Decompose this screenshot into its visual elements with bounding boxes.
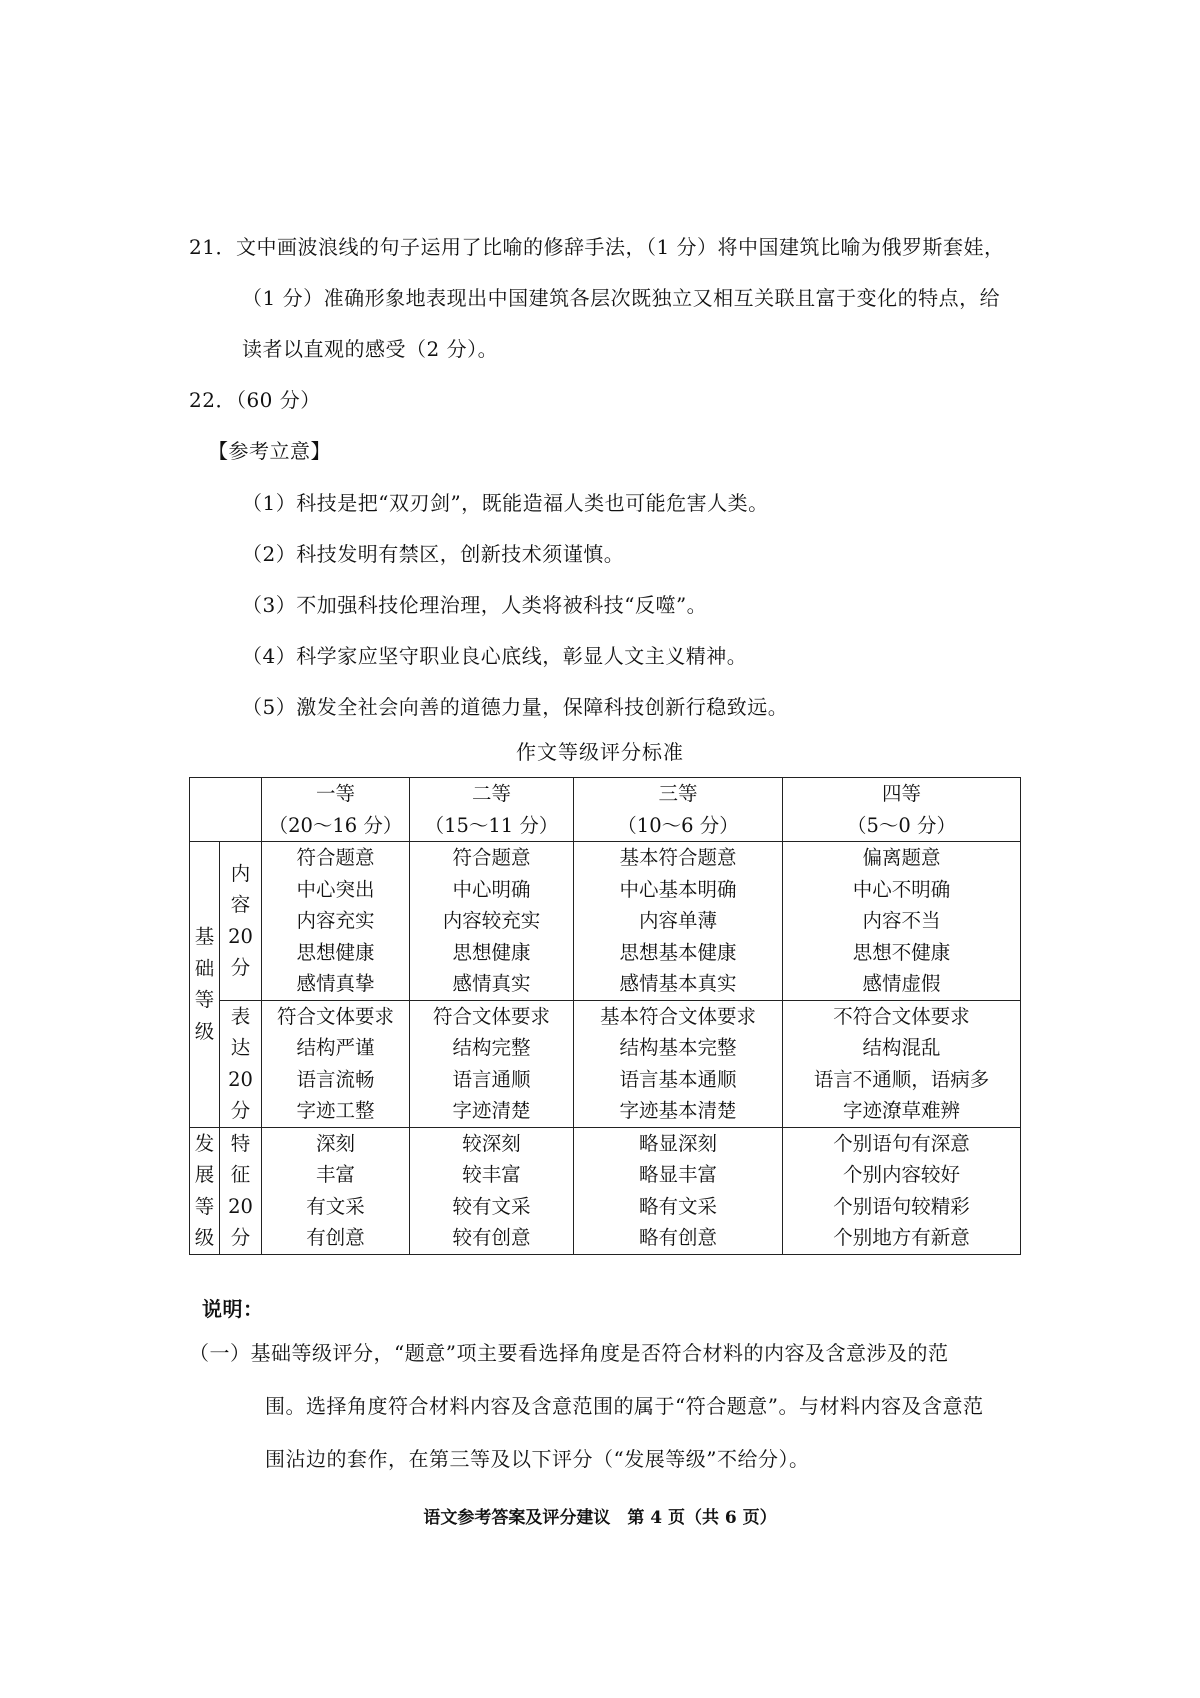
criterion: 偏离题意 xyxy=(862,846,941,869)
criterion: 个别语句较精彩 xyxy=(833,1194,970,1218)
grade-range: （20～16 分） xyxy=(268,813,403,837)
criterion: 感情真实 xyxy=(452,972,531,995)
criterion: 内容单薄 xyxy=(638,909,717,932)
criterion: 符合题意 xyxy=(452,846,531,869)
header-corner-cell xyxy=(190,778,262,842)
content-grade-3 xyxy=(574,842,783,1001)
criterion: 基本符合题意 xyxy=(619,846,737,869)
grade-range: （15～11 分） xyxy=(424,813,559,837)
label-char: 特 xyxy=(230,1131,251,1155)
label-char: 20 xyxy=(228,1194,253,1218)
criterion: 个别内容较好 xyxy=(842,1163,960,1186)
reference-point-5: （5）激发全社会向善的道德力量，保障科技创新行稳致远。 xyxy=(242,695,789,719)
criterion: 略显丰富 xyxy=(638,1163,717,1186)
grade-4-header xyxy=(783,778,1021,842)
grade-name: 四等 xyxy=(881,782,921,805)
content-grade-4 xyxy=(783,842,1021,1001)
criterion: 较有文采 xyxy=(452,1194,531,1218)
grade-name: 一等 xyxy=(315,782,355,805)
grading-table xyxy=(189,777,1021,1255)
criterion: 略有文采 xyxy=(638,1194,717,1218)
development-level-label xyxy=(190,1127,220,1254)
criterion: 语言不通顺，语病多 xyxy=(813,1067,990,1091)
criterion: 内容充实 xyxy=(296,909,375,932)
criterion: 个别地方有新意 xyxy=(833,1226,970,1249)
criterion: 中心突出 xyxy=(296,877,375,901)
criterion: 略显深刻 xyxy=(638,1131,717,1155)
expression-grade-2 xyxy=(410,1000,574,1127)
criterion: 符合文体要求 xyxy=(276,1004,394,1028)
criterion: 字迹潦草难辨 xyxy=(842,1099,960,1122)
grade-name: 三等 xyxy=(658,782,698,805)
criterion: 字迹工整 xyxy=(296,1099,375,1122)
criterion: 语言通顺 xyxy=(452,1067,531,1091)
label-char: 级 xyxy=(194,1019,215,1043)
criterion: 较深刻 xyxy=(462,1131,521,1155)
note-1-line-2: 围。选择角度符合材料内容及含意范围的属于“符合题意”。与材料内容及含意范 xyxy=(265,1394,984,1418)
expression-grade-4 xyxy=(783,1000,1021,1127)
grade-range: （5～0 分） xyxy=(846,813,956,837)
grade-3-header xyxy=(574,778,783,842)
label-char: 基 xyxy=(194,925,215,949)
label-char: 等 xyxy=(194,988,215,1012)
content-label xyxy=(220,842,262,1001)
criterion: 语言基本通顺 xyxy=(619,1067,737,1091)
criterion: 略有创意 xyxy=(638,1226,717,1249)
expression-row xyxy=(190,1000,1021,1127)
criterion: 感情虚假 xyxy=(862,972,941,995)
q22-heading: 22．（60 分） xyxy=(189,388,321,412)
criterion: 丰富 xyxy=(315,1163,355,1186)
label-char: 20 xyxy=(228,924,253,948)
label-char: 表 xyxy=(230,1004,251,1028)
q21-line-1: 21．文中画波浪线的句子运用了比喻的修辞手法，（1 分）将中国建筑比喻为俄罗斯套娃， xyxy=(189,235,1005,259)
grade-name: 二等 xyxy=(471,782,511,805)
basic-level-label xyxy=(190,842,220,1128)
label-char: 分 xyxy=(230,956,251,980)
content-row xyxy=(190,842,1021,1001)
content-grade-1 xyxy=(262,842,410,1001)
criterion: 内容较充实 xyxy=(442,909,541,932)
label-char: 分 xyxy=(230,1099,251,1122)
expression-grade-1 xyxy=(262,1000,410,1127)
label-char: 20 xyxy=(228,1067,253,1091)
grade-1-header xyxy=(262,778,410,842)
grade-range: （10～6 分） xyxy=(617,813,739,837)
criterion: 较有创意 xyxy=(452,1226,531,1249)
reference-point-2: （2）科技发明有禁区，创新技术须谨慎。 xyxy=(242,542,625,566)
label-char: 级 xyxy=(194,1226,215,1249)
criterion: 中心基本明确 xyxy=(619,877,737,901)
content-grade-2 xyxy=(410,842,574,1001)
criterion: 有文采 xyxy=(306,1194,365,1218)
features-label xyxy=(220,1127,262,1254)
reference-point-3: （3）不加强科技伦理治理，人类将被科技“反噬”。 xyxy=(242,593,708,617)
criterion: 思想不健康 xyxy=(852,940,951,964)
criterion: 结构混乱 xyxy=(862,1036,941,1059)
criterion: 中心明确 xyxy=(452,877,531,901)
expression-label xyxy=(220,1000,262,1127)
features-grade-1 xyxy=(262,1127,410,1254)
note-1-line-1: （一）基础等级评分，“题意”项主要看选择角度是否符合材料的内容及含意涉及的范 xyxy=(189,1341,949,1365)
criterion: 中心不明确 xyxy=(852,877,951,901)
criterion: 符合题意 xyxy=(296,846,375,869)
criterion: 感情基本真实 xyxy=(619,972,737,995)
label-char: 础 xyxy=(194,956,215,980)
label-char: 发 xyxy=(194,1131,215,1155)
criterion: 有创意 xyxy=(306,1226,365,1249)
criterion: 语言流畅 xyxy=(296,1067,375,1091)
label-char: 达 xyxy=(230,1036,251,1059)
q21-line-2: （1 分）准确形象地表现出中国建筑各层次既独立又相互关联且富于变化的特点，给 xyxy=(242,286,1001,310)
note-1-line-3: 围沾边的套作，在第三等及以下评分（“发展等级”不给分）。 xyxy=(265,1447,810,1471)
criterion: 思想基本健康 xyxy=(619,940,737,964)
label-char: 容 xyxy=(230,893,251,917)
criterion: 符合文体要求 xyxy=(432,1004,550,1028)
notes-heading: 说明： xyxy=(202,1297,264,1321)
criterion: 深刻 xyxy=(315,1131,355,1155)
criterion: 个别语句有深意 xyxy=(833,1131,970,1155)
reference-point-4: （4）科学家应坚守职业良心底线，彰显人文主义精神。 xyxy=(242,644,748,668)
reference-point-1: （1）科技是把“双刃剑”，既能造福人类也可能危害人类。 xyxy=(242,491,769,515)
q21-line-3: 读者以直观的感受（2 分）。 xyxy=(242,337,499,361)
criterion: 较丰富 xyxy=(462,1163,521,1186)
table-title: 作文等级评分标准 xyxy=(516,740,684,764)
criterion: 思想健康 xyxy=(296,940,375,964)
expression-grade-3 xyxy=(574,1000,783,1127)
criterion: 结构严谨 xyxy=(296,1036,375,1059)
page-footer: 语文参考答案及评分建议 第 4 页（共 6 页） xyxy=(423,1508,777,1528)
label-char: 征 xyxy=(230,1163,251,1186)
label-char: 内 xyxy=(230,861,251,885)
criterion: 结构基本完整 xyxy=(619,1036,737,1059)
criterion: 字迹清楚 xyxy=(452,1099,531,1122)
label-char: 展 xyxy=(194,1163,215,1186)
table-header-row xyxy=(190,778,1021,842)
features-grade-3 xyxy=(574,1127,783,1254)
features-grade-2 xyxy=(410,1127,574,1254)
label-char: 等 xyxy=(194,1194,215,1218)
criterion: 基本符合文体要求 xyxy=(599,1004,756,1028)
features-row xyxy=(190,1127,1021,1254)
features-grade-4 xyxy=(783,1127,1021,1254)
grade-2-header xyxy=(410,778,574,842)
criterion: 内容不当 xyxy=(862,909,941,932)
criterion: 感情真挚 xyxy=(296,972,375,995)
criterion: 字迹基本清楚 xyxy=(619,1099,737,1122)
criterion: 结构完整 xyxy=(452,1036,531,1059)
criterion: 不符合文体要求 xyxy=(833,1004,970,1028)
label-char: 分 xyxy=(230,1226,251,1249)
reference-ideas-title: 【参考立意】 xyxy=(208,439,331,463)
criterion: 思想健康 xyxy=(452,940,531,964)
